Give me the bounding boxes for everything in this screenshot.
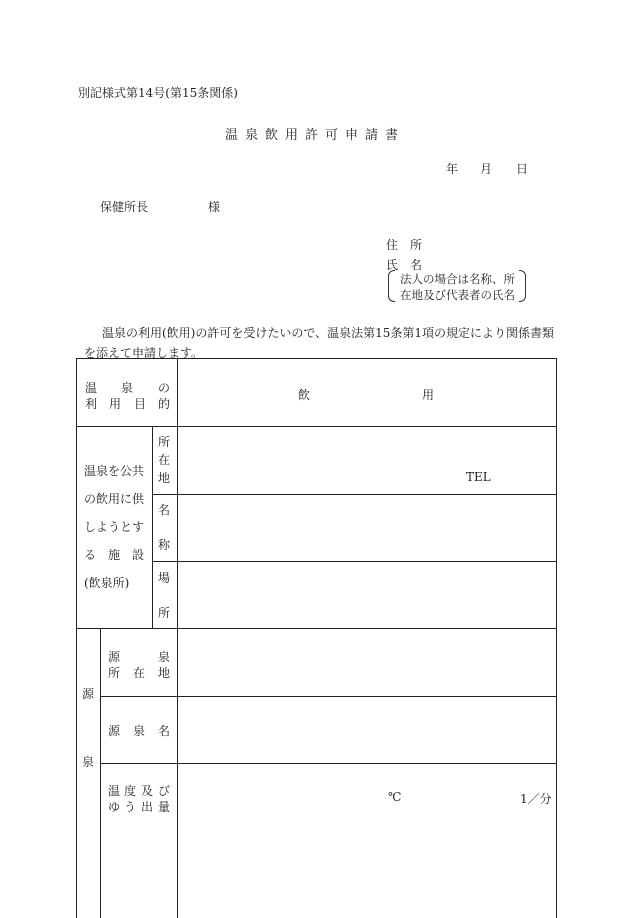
form-number: 別記様式第14号(第15条関係)	[78, 86, 238, 100]
date-month-label: 月	[480, 162, 493, 176]
addressee-title: 保健所長	[100, 200, 149, 214]
date-year-label: 年	[446, 162, 459, 176]
purpose-label-char: の	[158, 381, 171, 395]
source-group-label-char: 源	[81, 687, 94, 701]
row-divider	[152, 561, 556, 562]
bracket-right	[519, 270, 526, 302]
purpose-label-char: 目	[134, 397, 147, 411]
facility-label-line: る 施 設	[84, 548, 145, 562]
source-group-label-char: 泉	[81, 755, 94, 769]
temp-flow-label-char: 出	[141, 800, 154, 814]
facility-label-line: (飲泉所)	[84, 576, 130, 590]
temp-flow-label-char: 及	[141, 784, 154, 798]
label-column-divider	[177, 358, 178, 918]
applicant-address-label: 住 所	[386, 238, 423, 252]
row-divider	[76, 426, 556, 427]
location-label-char: 所	[157, 435, 170, 449]
table-border-left	[76, 358, 77, 918]
purpose-value-drink: 飲	[298, 388, 311, 402]
temp-flow-label-char: 度	[124, 784, 137, 798]
addressee	[100, 198, 220, 215]
source-location-label-char: 在	[133, 666, 146, 680]
purpose-value-use: 用	[422, 388, 435, 402]
tel-label: TEL	[466, 470, 491, 484]
source-name-label-char: 名	[158, 724, 171, 738]
flow-rate-unit: 1／分	[520, 792, 552, 806]
temp-flow-label-char: び	[158, 784, 171, 798]
temp-flow-label-char: ゆ	[108, 800, 121, 814]
application-statement	[84, 323, 564, 363]
source-location-label-char: 地	[158, 666, 171, 680]
facility-name-label-char: 称	[157, 538, 170, 552]
application-table	[76, 358, 556, 918]
purpose-label-char: 利	[85, 397, 98, 411]
facility-subcolumn-divider	[152, 426, 153, 628]
date-day-label: 日	[516, 162, 529, 176]
source-subcolumn-divider	[100, 628, 101, 918]
source-name-label-char: 源	[108, 724, 121, 738]
table-border-top	[76, 358, 556, 359]
table-border-right	[556, 358, 557, 918]
applicant-name-label: 氏 名	[386, 258, 423, 272]
source-location-label-char: 泉	[158, 650, 171, 664]
addressee-suffix: 様	[208, 200, 221, 214]
location-label-char: 在	[157, 453, 170, 467]
source-name-label-char: 泉	[133, 724, 146, 738]
temp-flow-label-char: う	[124, 800, 137, 814]
facility-label-line: の飲用に供	[84, 492, 145, 506]
purpose-label-char: 的	[158, 397, 171, 411]
facility-name-label-char: 名	[157, 503, 170, 517]
purpose-label-char: 温	[85, 381, 98, 395]
place-label-char: 場	[157, 571, 170, 585]
corporate-note	[388, 270, 526, 304]
purpose-label-char: 用	[109, 397, 122, 411]
purpose-label-char: 泉	[121, 381, 134, 395]
note-line-2: 在地及び代表者の氏名	[400, 288, 515, 302]
source-location-label-char: 所	[108, 666, 121, 680]
temp-flow-label-char: 量	[158, 800, 171, 814]
facility-label-line: しようとす	[84, 520, 145, 534]
temperature-unit: ℃	[388, 790, 402, 804]
row-divider	[76, 628, 556, 629]
page-title: 温泉飲用許可申請書	[224, 128, 405, 143]
row-divider	[100, 696, 556, 697]
source-location-label-char: 源	[108, 650, 121, 664]
temp-flow-label-char: 温	[108, 784, 121, 798]
bracket-left	[388, 270, 395, 302]
place-label-char: 所	[157, 606, 170, 620]
facility-label-line: 温泉を公共	[84, 464, 145, 478]
location-label-char: 地	[157, 471, 170, 485]
statement-line-1: 温泉の利用(飲用)の許可を受けたいので、温泉法第15条第1項の規定により関係書類	[102, 326, 555, 340]
row-divider	[100, 763, 556, 764]
row-divider	[152, 494, 556, 495]
note-line-1: 法人の場合は名称、所	[400, 272, 515, 286]
statement-line-2: を添えて申請します。	[84, 346, 204, 360]
